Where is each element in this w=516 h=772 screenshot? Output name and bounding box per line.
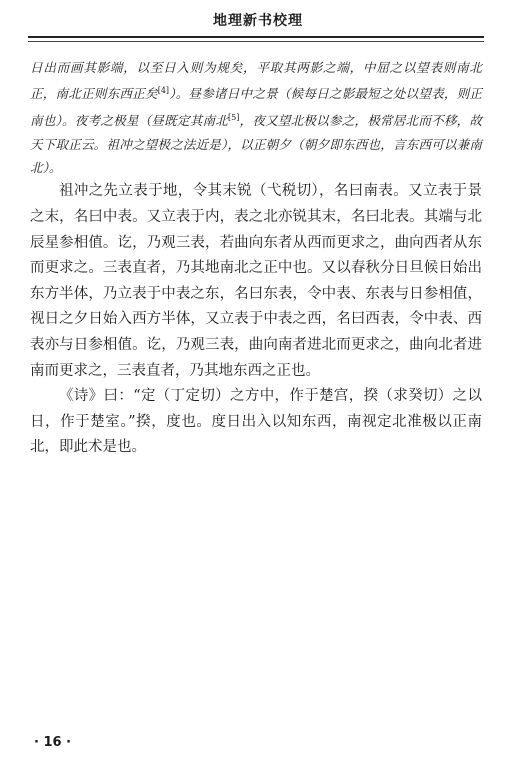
note-text-c: ，夜又望北极以参之，极常居北而不移，故天下取正云。祖冲之望极之法近是），以正朝夕（朝夕即东西也，言东西可以兼南北）。 [30, 113, 483, 175]
page-content [30, 56, 482, 461]
body-paragraph-1: 祖冲之先立表于地，令其末锐（弋税切），名曰南表。又立表于景之末，名曰中表。又立表于内，表之北亦锐其末，名曰北表。其端与北辰星参相值。讫，乃观三表，若曲向东者从西而更求之，曲向西者从东而更求之。三表直者，乃其地南北之正中也。又以春秋分日旦候日始出东方半体，乃立表于中表之东，名曰东表，令中表、东表与日参相值，视日之夕日始入西方半体，又立表于中表之西，名曰西表，令中表、西表亦与日参相值。讫，乃观三表，曲向南者进北而更求之，曲向北者进南而更求之，三表直者，乃其地东西之正也。 [30, 183, 482, 379]
page-number: · 16 · [34, 735, 72, 750]
body-paragraph-2: 《诗》曰：“定（丁定切）之方中，作于楚宫，揆（求癸切）之以日，作于楚室。”揆，度也。度日出入以知东西，南视定北准极以正南北，即此术是也。 [30, 388, 482, 456]
annotation-paragraph [30, 56, 482, 179]
note-text-a: 日出而画其影端，以至日入则为规矣，平取其两影之端，中屈之以望表则南北正，南北正则东西正矣 [30, 60, 482, 102]
running-header: 地理新书校理 [213, 13, 303, 29]
header-rule-thin [28, 41, 484, 42]
footnote-ref-5: [5] [228, 113, 240, 122]
header-rule-thick [28, 36, 484, 38]
note-text-b: ）。昼参诸日中之景（候每日之影最短之处以望表，则正南也）。夜考之极星（昼既定其南北 [30, 86, 482, 129]
footnote-ref-4: [4] [157, 86, 170, 96]
